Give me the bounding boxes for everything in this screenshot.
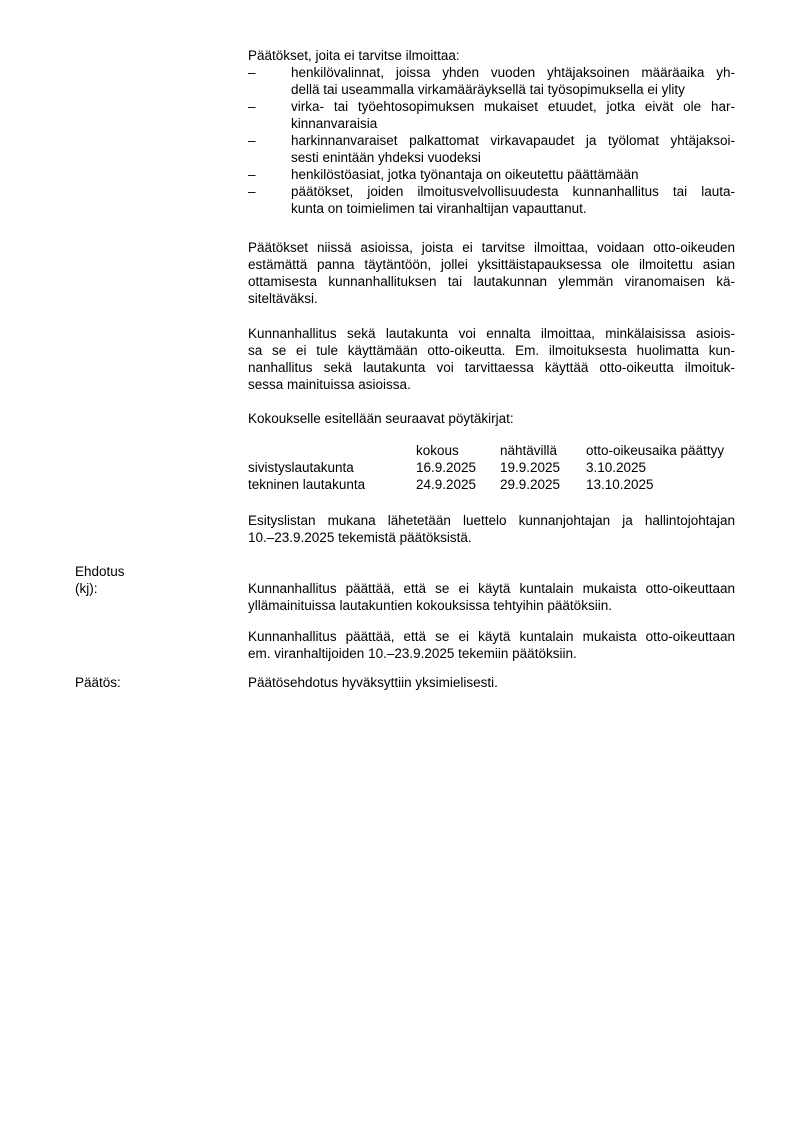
table-header-otto-oikeusaika: otto-oikeusaika päättyy — [586, 443, 725, 458]
ehdotus-paragraph-1 — [248, 580, 735, 614]
bullet-item — [248, 183, 735, 217]
table-cell-kokous: 24.9.2025 — [416, 477, 477, 492]
text-line: kinnanvaraisia — [291, 116, 378, 131]
poytakirjat-intro: Kokoukselle esitellään seuraavat pöytäkirjat: — [248, 411, 514, 426]
poytakirjat-table — [248, 442, 735, 493]
text-line: nanhallitus sekä lautakunta voi tarvittaessa käyttää otto-oikeutta ilmoituk- — [248, 360, 735, 375]
bullet-text — [291, 98, 735, 132]
table-cell-lautakunta: sivistyslautakunta — [248, 460, 354, 475]
table-cell-otto-paattyy: 13.10.2025 — [586, 477, 654, 492]
bullet-text — [291, 183, 735, 217]
bullet-item — [248, 132, 735, 166]
text-line: virka- tai työehtosopimuksen mukaiset etuudet, jotka eivät ole har- — [291, 99, 735, 114]
table-cell-otto-paattyy: 3.10.2025 — [586, 460, 647, 475]
text-line: Esityslistan mukana lähetetään luettelo kunnanjohtajan ja hallintojohtajan — [248, 513, 735, 528]
text-line: sessa mainituissa asioissa. — [248, 377, 411, 392]
bullet-list — [248, 64, 735, 217]
ehdotus-label-line1: Ehdotus — [75, 564, 125, 579]
main-text-column — [248, 47, 735, 691]
text-line: 10.–23.9.2025 tekemistä päätöksistä. — [248, 530, 472, 545]
bullet-text — [291, 166, 735, 183]
text-line: Päätökset niissä asioissa, joista ei tarvitse ilmoittaa, voidaan otto-oikeuden — [248, 240, 735, 255]
text-line: dellä tai useammalla virkamääräyksellä tai työsopimuksella ei ylity — [291, 82, 685, 97]
text-line: estämättä panna täytäntöön, jollei yksittäistapauksessa ole ilmoitettu asian — [248, 257, 735, 272]
bullet-item — [248, 166, 735, 183]
table-cell-nahtavilla: 19.9.2025 — [500, 460, 561, 475]
text-line: Kunnanhallitus päättää, että se ei käytä kuntalain mukaista otto-oikeuttaan — [248, 581, 735, 596]
text-line: sa se ei tule käyttämään otto-oikeutta. Em. ilmoituksesta huolimatta kun- — [248, 343, 735, 358]
paatos-text: Päätösehdotus hyväksyttiin yksimielisesti. — [248, 675, 498, 690]
bullet-dash-marker: – — [248, 184, 256, 199]
text-line: yllämainituissa lautakuntien kokouksissa tehtyihin päätöksiin. — [248, 598, 612, 613]
paragraph-ennalta-ilmoitus — [248, 325, 735, 393]
intro-heading: Päätökset, joita ei tarvitse ilmoittaa: — [248, 48, 460, 63]
bullet-text — [291, 64, 735, 98]
table-header-kokous: kokous — [416, 443, 459, 458]
bullet-item — [248, 98, 735, 132]
text-line: em. viranhaltijoiden 10.–23.9.2025 tekemiin päätöksiin. — [248, 646, 577, 661]
table-cell-lautakunta: tekninen lautakunta — [248, 477, 366, 492]
text-line: henkilöstöasiat, jotka työnantaja on oikeutettu päättämään — [291, 167, 639, 182]
text-line: Kunnanhallitus sekä lautakunta voi ennalta ilmoittaa, minkälaisissa asiois- — [248, 326, 735, 341]
text-line: päätökset, joiden ilmoitusvelvollisuudesta kunnanhallitus tai lauta- — [291, 184, 735, 199]
bullet-dash-marker: – — [248, 65, 256, 80]
table-cell-nahtavilla: 29.9.2025 — [500, 477, 561, 492]
bullet-item — [248, 64, 735, 98]
paatos-label: Päätös: — [75, 675, 121, 690]
table-header-empty — [248, 442, 416, 459]
table-cell-kokous: 16.9.2025 — [416, 460, 477, 475]
bullet-dash-marker: – — [248, 99, 256, 114]
table-header-nahtavilla: nähtävillä — [500, 443, 558, 458]
text-line: henkilövalinnat, joissa yhden vuoden yhtäjaksoinen määräaika yh- — [291, 65, 735, 80]
text-line: siteltäväksi. — [248, 291, 318, 306]
paragraph-otto-oikeus — [248, 239, 735, 307]
text-line: kunta on toimielimen tai viranhaltijan vapauttanut. — [291, 201, 587, 216]
ehdotus-label-line2: (kj): — [75, 581, 98, 596]
text-line: sesti enintään yhdeksi vuodeksi — [291, 150, 481, 165]
bullet-text — [291, 132, 735, 166]
ehdotus-label — [75, 563, 125, 597]
bullet-dash-marker: – — [248, 133, 256, 148]
paragraph-esityslista — [248, 512, 735, 546]
text-line: harkinnanvaraiset palkattomat virkavapaudet ja työlomat yhtäjaksoi- — [291, 133, 735, 148]
text-line: ottamisesta kunnanhallituksen tai lautakunnan ylemmän viranomaisen kä- — [248, 274, 735, 289]
text-line: Kunnanhallitus päättää, että se ei käytä kuntalain mukaista otto-oikeuttaan — [248, 629, 735, 644]
bullet-dash-marker: – — [248, 167, 256, 182]
ehdotus-paragraph-2 — [248, 628, 735, 662]
